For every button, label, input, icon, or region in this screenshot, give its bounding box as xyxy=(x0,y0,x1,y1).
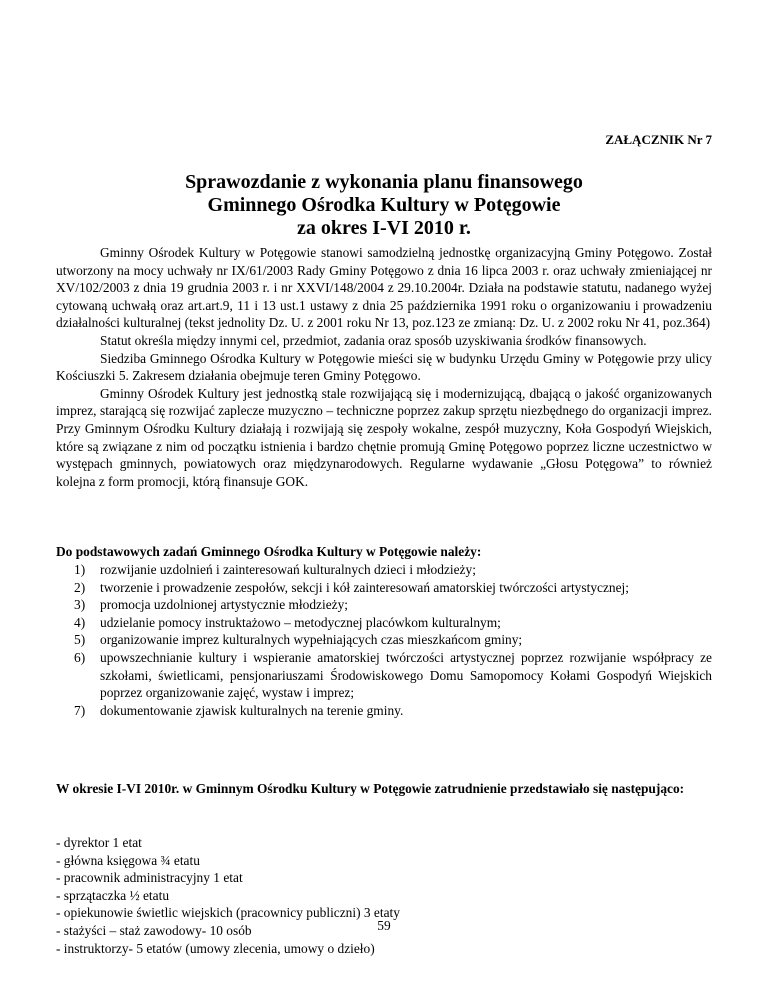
task-text: promocja uzdolnionej artystycznie młodzieży; xyxy=(100,597,349,613)
task-number: 4) xyxy=(74,614,86,630)
task-number: 1) xyxy=(74,562,86,577)
task-number: 3) xyxy=(74,597,86,613)
employment-item: - opiekunowie świetlic wiejskich (pracownicy publiczni) 3 etaty xyxy=(56,905,400,921)
annex-label: ZAŁĄCZNIK Nr 7 xyxy=(605,132,712,147)
task-text: upowszechnianie kultury i wspieranie amatorskiej twórczości artystycznej poprzez rozwijanie współpracy ze szkołami, świetlicami, pensjonariuszami Środowiskowego Domu Samopomocy Kołami Gospodyń Wiejskich poprzez organizowanie zajęć, wystaw i imprez; xyxy=(100,649,712,701)
page-number: 59 xyxy=(377,918,391,933)
employment-heading: W okresie I-VI 2010r. w Gminnym Ośrodku Kultury w Potęgowie zatrudnienie przedstawiało się następująco: xyxy=(56,781,685,796)
tasks-list xyxy=(56,561,712,719)
intro-paragraph: Gminny Ośrodek Kultury jest jednostką stale rozwijającą się i modernizującą, dbającą o jakość organizowanych imprez, starającą się rozwijać zaplecze muzyczno – techniczne poprzez zakup sprzętu niezbędnego do organizacji imprez. Przy Gminnym Ośrodku Kultury działają i rozwijają się zespoły wokalne, zespół muzyczny, Koła Gospodyń Wiejskich, które są związane z nim od początku istnienia i bardzo chętnie promują Gminę Potęgowo poprzez liczne uczestnictwo w występach gminnych, powiatowych oraz międzynarodowych. Regularne wydawanie „Głosu Potęgowa” to również kolejna z form promocji, którą finansuje GOK. xyxy=(56,385,712,489)
employment-item: - stażyści – staż zawodowy- 10 osób xyxy=(56,922,252,938)
tasks-heading: Do podstawowych zadań Gminnego Ośrodka Kultury w Potęgowie należy: xyxy=(56,544,482,559)
employment-item: - główna księgowa ¾ etatu xyxy=(56,852,200,868)
task-number: 5) xyxy=(74,632,86,648)
title-line-1: Sprawozdanie z wykonania planu finansowego xyxy=(185,171,583,193)
task-item xyxy=(56,702,712,720)
task-text: rozwijanie uzdolnień i zainteresowań kulturalnych dzieci i młodzieży; xyxy=(100,562,476,577)
task-text: tworzenie i prowadzenie zespołów, sekcji i kół zainteresowań amatorskiej twórczości artystycznej; xyxy=(100,579,629,595)
intro-paragraph: Gminny Ośrodek Kultury w Potęgowie stanowi samodzielną jednostkę organizacyjną Gminy Potęgowo. Został utworzony na mocy uchwały nr IX/61/2003 Rady Gminy Potęgowo z dnia 16 lipca 2003 r. oraz uchwały zmieniającej nr XV/102/2003 z dnia 19 grudnia 2003 r. i nr XXVI/148/2004 z 29.10.2004r. Działa na podstawie statutu, nadanego wyżej cytowaną uchwałą oraz art.art.9, 11 i 13 ust.1 ustawy z dnia 25 października 1991 roku o organizowaniu i prowadzeniu działalności kulturalnej (tekst jednolity Dz. U. z 2001 roku Nr 13, poz.123 ze zmianą: Dz. U. z 2002 roku Nr 41, poz.364) xyxy=(56,245,712,331)
task-item xyxy=(56,579,712,597)
task-item xyxy=(56,649,712,702)
title-line-3: za okres I-VI 2010 r. xyxy=(297,217,471,239)
task-number: 7) xyxy=(74,702,86,718)
employment-item: - pracownik administracyjny 1 etat xyxy=(56,870,243,886)
report-title xyxy=(0,171,768,240)
task-text: udzielanie pomocy instruktażowo – metodycznej placówkom kulturalnym; xyxy=(100,614,501,630)
task-number: 2) xyxy=(74,579,86,595)
employment-item: - instruktorzy- 5 etatów (umowy zlecenia, umowy o dzieło) xyxy=(56,940,375,956)
task-text: dokumentowanie zjawisk kulturalnych na terenie gminy. xyxy=(100,702,404,718)
intro-paragraph: Siedziba Gminnego Ośrodka Kultury w Potęgowie mieści się w budynku Urzędu Gminy w Potęgowie przy ulicy Kościuszki 5. Zakresem działania obejmuje teren Gminy Potęgowo. xyxy=(56,350,712,384)
task-number: 6) xyxy=(74,649,86,665)
task-item xyxy=(56,614,712,632)
task-item xyxy=(56,596,712,614)
employment-item: - dyrektor 1 etat xyxy=(56,835,142,850)
task-item xyxy=(56,631,712,649)
title-line-2: Gminnego Ośrodka Kultury w Potęgowie xyxy=(207,194,561,216)
task-item xyxy=(56,561,712,579)
intro-paragraph: Statut określa między innymi cel, przedmiot, zadania oraz sposób uzyskiwania środków finansowych. xyxy=(100,332,647,348)
intro-section xyxy=(56,244,712,490)
employment-item: - sprzątaczka ½ etatu xyxy=(56,887,170,903)
task-text: organizowanie imprez kulturalnych wypełniających czas mieszkańcom gminy; xyxy=(100,632,523,648)
employment-list xyxy=(56,834,712,957)
